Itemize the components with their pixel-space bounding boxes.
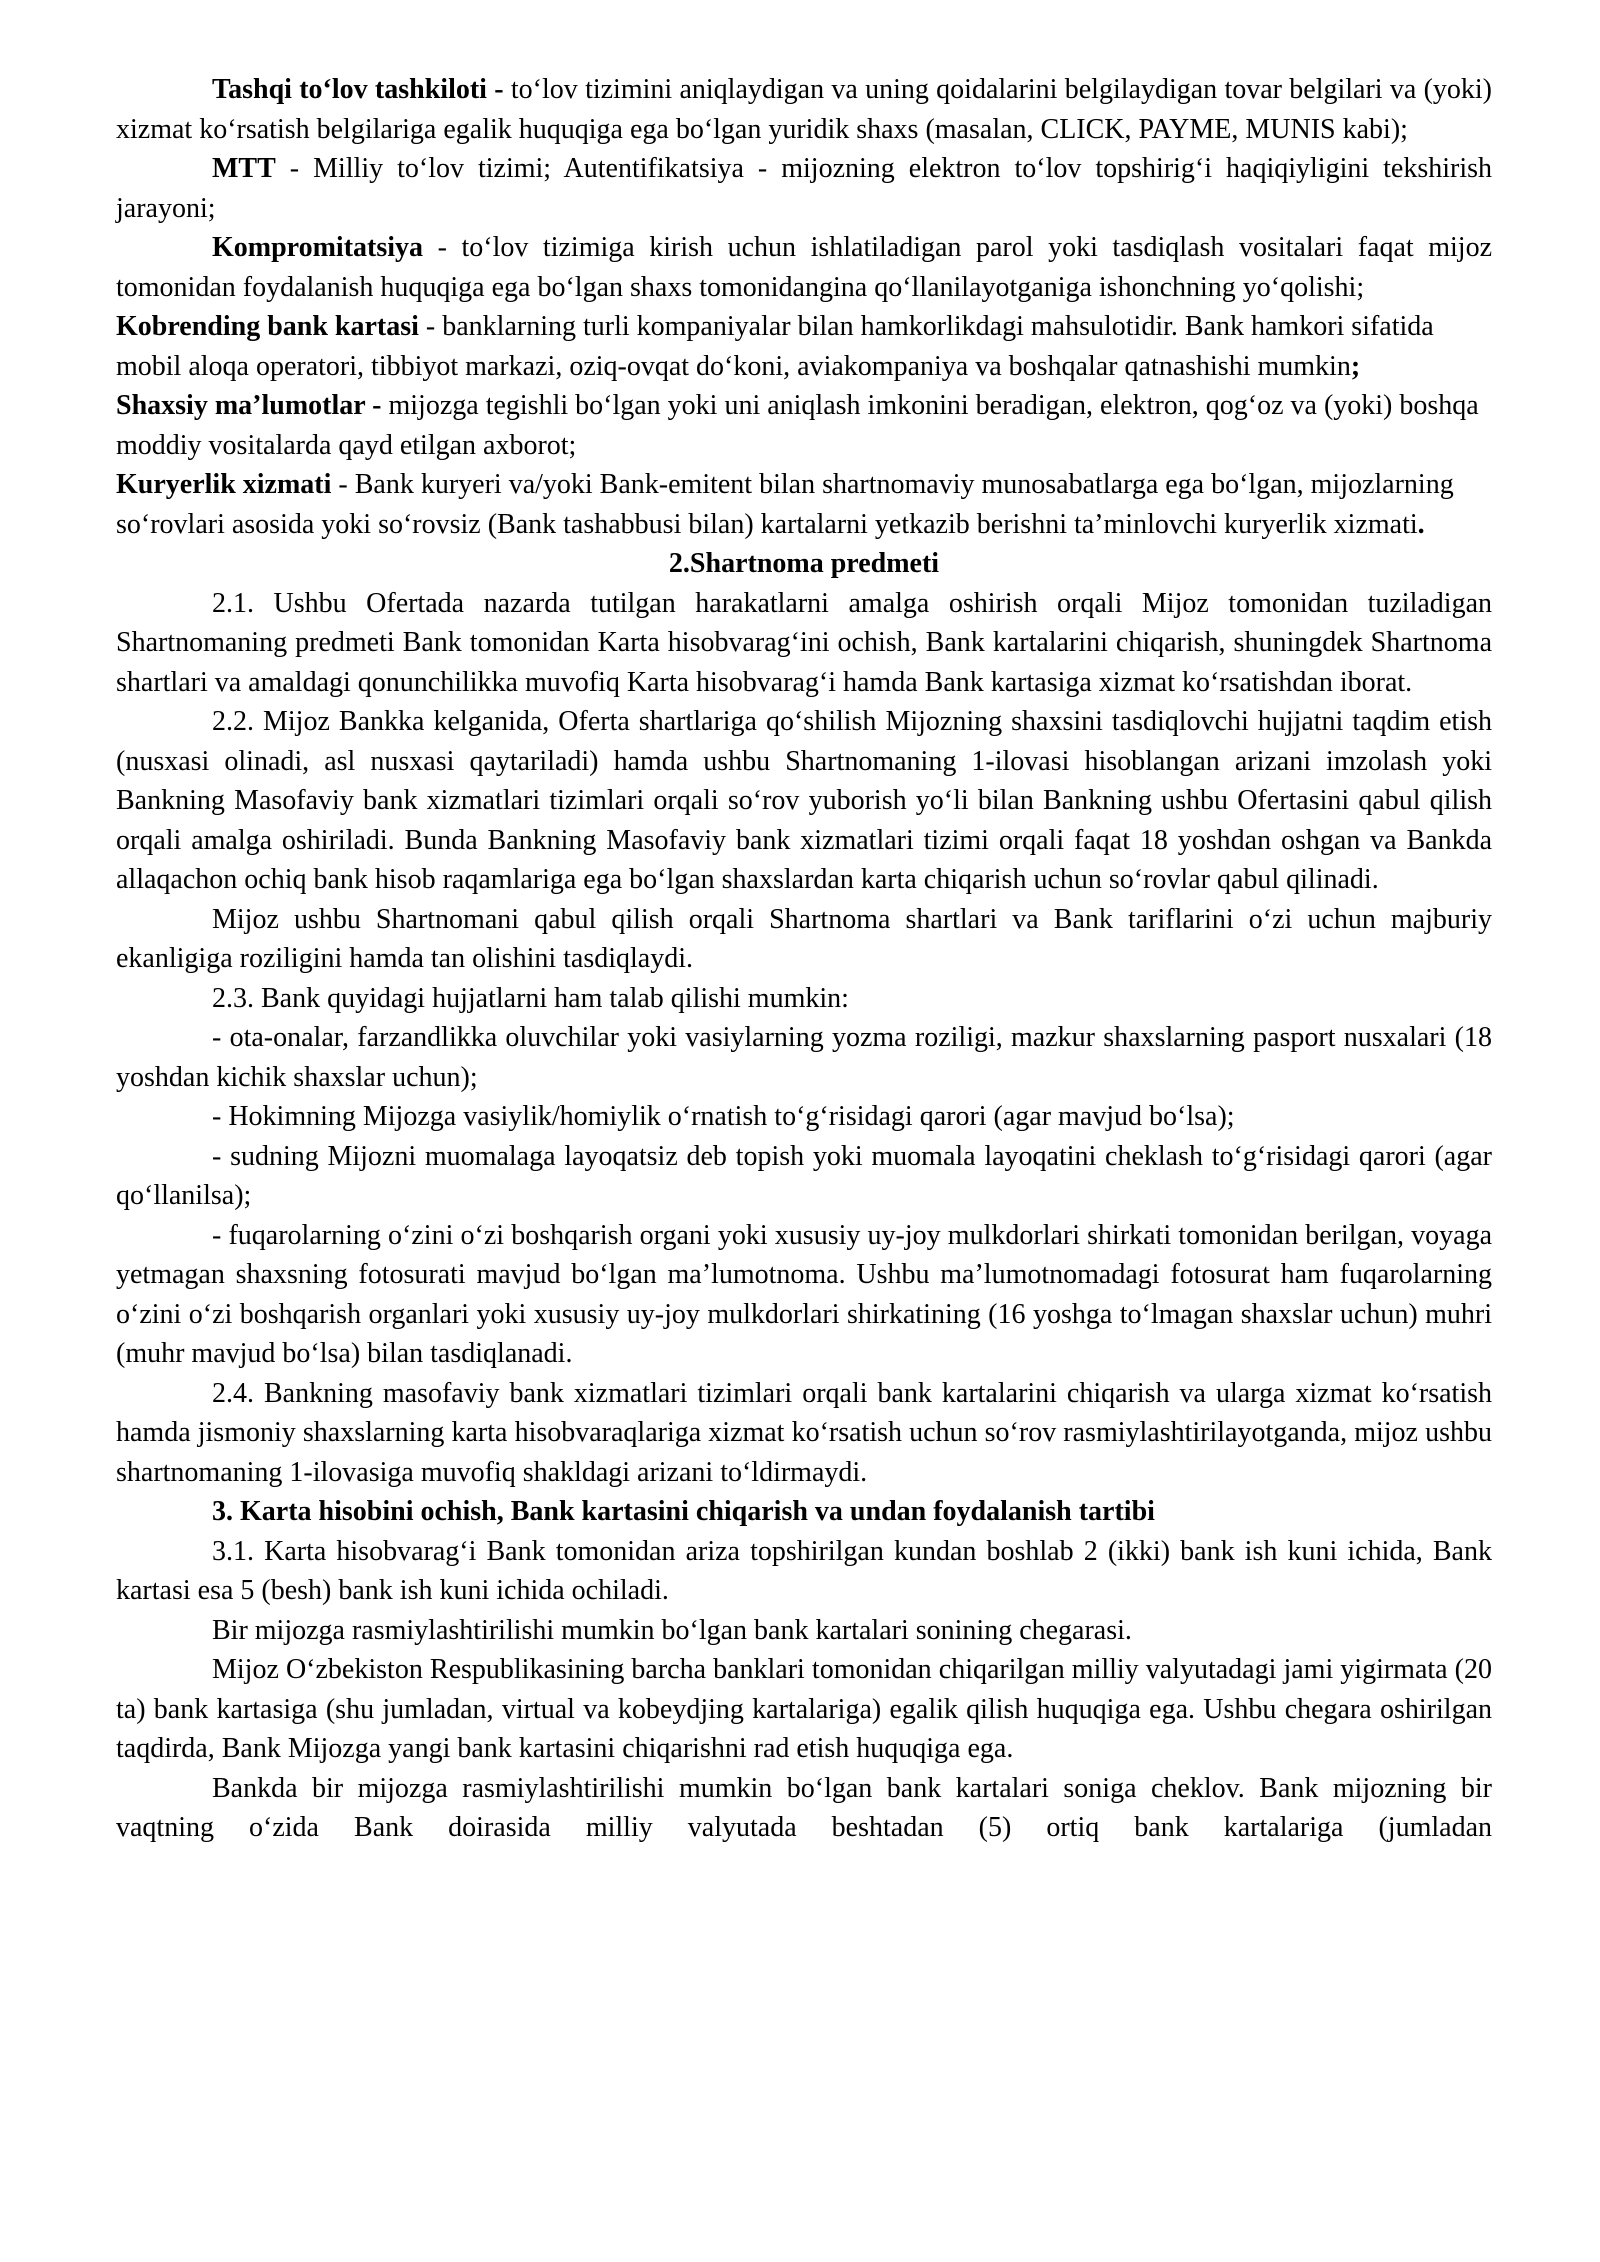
definition-term: MTT <box>212 153 276 184</box>
definition-personal-data <box>116 386 1492 465</box>
definition-text: to‘lov tizimini aniqlaydigan va uning qoidalarini belgilaydigan tovar belgilari va (yoki) xizmat ko‘rsatish belgilariga egalik huquqiga ega bo‘lgan yuridik shaxs (masalan, CLICK, PAYME, MUNIS kabi); <box>116 74 1492 145</box>
definition-text: mijozga tegishli bo‘lgan yoki uni aniqlash imkonini beradigan, elektron, qog‘oz va (yoki) boshqa moddiy vositalarda qayd etilgan axborot; <box>116 390 1479 461</box>
definition-term: Kobrending bank kartasi <box>116 311 419 342</box>
paragraph-2-4: 2.4. Bankning masofaviy bank xizmatlari tizimlari orqali bank kartalarini chiqarish va ularga xizmat ko‘rsatish hamda jismoniy shaxslarning karta hisobvaraqlariga xizmat ko‘rsatish uchun so‘rov rasmiylashtirilayotganda, mijoz ushbu shartnomaning 1-ilovasiga muvofiq shakldagi arizani to‘ldirmaydi. <box>116 1377 1492 1488</box>
list-item: - Hokimning Mijozga vasiylik/homiylik o‘rnatish to‘g‘risidagi qarori (agar mavjud bo‘lsa); <box>212 1101 1235 1132</box>
section-heading-3: 3. Karta hisobini ochish, Bank kartasini chiqarish va undan foydalanish tartibi <box>212 1496 1155 1527</box>
definition-courier-service <box>116 465 1492 544</box>
paragraph-bank-limit: Bankda bir mijozga rasmiylashtirilishi mumkin bo‘lgan bank kartalari soniga cheklov. Bank mijozning bir vaqtning o‘zida Bank doirasida milliy valyutada beshtadan (5) ortiq bank kartalariga (jumladan <box>116 1772 1492 1843</box>
definition-term: Shaxsiy ma’lumotlar - <box>116 390 382 421</box>
paragraph-2-2: 2.2. Mijoz Bankka kelganida, Oferta shartlariga qo‘shilish Mijozning shaxsini tasdiqlovchi hujjatni taqdim etish (nusxasi olinadi, asl nusxasi qaytariladi) hamda ushbu Shartnomaning 1-ilovasi hisoblangan arizani imzolash yoki Bankning Masofaviy bank xizmatlari tizimlari orqali so‘rov yuborish yo‘li bilan Bankning ushbu Ofertasini qabul qilish orqali amalga oshiriladi. Bunda Bankning Masofaviy bank xizmatlari tizimi orqali faqat 18 yoshdan oshgan va Bankda allaqachon ochiq bank hisob raqamlariga ega bo‘lgan shaxslardan karta chiqarish uchun so‘rovlar qabul qilinadi. <box>116 706 1492 895</box>
list-item: - ota-onalar, farzandlikka oluvchilar yoki vasiylarning yozma roziligi, mazkur shaxslarning pasport nusxalari (18 yoshdan kichik shaxslar uchun); <box>116 1022 1492 1093</box>
definition-text: Milliy to‘lov tizimi; Autentifikatsiya - mijozning elektron to‘lov topshirig‘i haqiqiyligini tekshirish jarayoni; <box>116 153 1492 224</box>
definition-tail: ; <box>1350 350 1361 382</box>
definition-text: to‘lov tizimiga kirish uchun ishlatiladigan parol yoki tasdiqlash vositalari faqat mijoz tomonidan foydalanish huquqiga ega bo‘lgan shaxs tomonidangina qo‘llanilayotganiga ishonchning yo‘qolishi; <box>116 232 1492 303</box>
definition-separator: - <box>331 469 355 500</box>
list-item: - fuqarolarning o‘zini o‘zi boshqarish organi yoki xususiy uy-joy mulkdorlari shirkati tomonidan berilgan, voyaga yetmagan shaxsning fotosurati mavjud bo‘lgan ma’lumotnoma. Ushbu ma’lumotnomadagi fotosurat ham fuqarolarning o‘zini o‘zi boshqarish organlari yoki xususiy uy-joy mulkdorlari shirkatining (16 yoshga to‘lmagan shaxslar uchun) muhri (muhr mavjud bo‘lsa) bilan tasdiqlanadi. <box>116 1219 1492 1369</box>
paragraph-3-1: 3.1. Karta hisobvarag‘i Bank tomonidan ariza topshirilgan kundan boshlab 2 (ikki) bank ish kuni ichida, Bank kartasi esa 5 (besh) bank ish kuni ichida ochiladi. <box>116 1535 1492 1606</box>
definition-separator <box>382 390 389 421</box>
list-item: - sudning Mijozni muomalaga layoqatsiz deb topish yoki muomala layoqatini cheklash to‘g‘risidagi qarori (agar qo‘llanilsa); <box>116 1140 1492 1211</box>
definition-cobranding-card <box>116 307 1492 386</box>
section-heading-2: 2.Shartnoma predmeti <box>668 548 940 579</box>
definition-term: Tashqi to‘lov tashkiloti <box>212 74 487 105</box>
paragraph-agreement: Mijoz ushbu Shartnomani qabul qilish orqali Shartnoma shartlari va Bank tariflarini o‘zi uchun majburiy ekanligiga roziligini hamda tan olishini tasdiqlaydi. <box>116 903 1492 974</box>
paragraph-limit: Mijoz O‘zbekiston Respublikasining barcha banklari tomonidan chiqarilgan milliy valyutadagi jami yigirmata (20 ta) bank kartasiga (shu jumladan, virtual va kobeydjing kartalariga) egalik qilish huquqiga ega. Ushbu chegara oshirilgan taqdirda, Bank Mijozga yangi bank kartasini chiqarishni rad etish huquqiga ega. <box>116 1654 1492 1764</box>
paragraph-2-1: 2.1. Ushbu Ofertada nazarda tutilgan harakatlarni amalga oshirish orqali Mijoz tomonidan tuziladigan Shartnomaning predmeti Bank tomonidan Karta hisobvarag‘ini ochish, Bank kartalarini chiqarish, shuningdek Shartnoma shartlari va amaldagi qonunchilikka muvofiq Karta hisobvarag‘i hamda Bank kartasiga xizmat ko‘rsatishdan iborat. <box>116 587 1492 698</box>
definition-text: banklarning turli kompaniyalar bilan hamkorlikdagi mahsulotidir. Bank hamkori sifatida mobil aloqa operatori, tibbiyot markazi, oziq-ovqat do‘koni, aviakompaniya va boshqalar qatnashishi mumkin <box>116 311 1434 382</box>
definition-external-payment-org <box>116 70 1492 149</box>
paragraph-limit-title: Bir mijozga rasmiylashtirilishi mumkin bo‘lgan bank kartalari sonining chegarasi. <box>212 1614 1132 1646</box>
definition-separator: - <box>423 232 462 263</box>
definition-tail: . <box>1417 508 1425 540</box>
definition-separator: - <box>486 74 511 105</box>
definition-term: Kuryerlik xizmati <box>116 469 332 500</box>
definition-compromise <box>116 228 1492 307</box>
definition-separator: - <box>275 153 314 184</box>
definition-mtt <box>116 149 1492 228</box>
definition-separator: - <box>418 311 443 342</box>
paragraph-2-3: 2.3. Bank quyidagi hujjatlarni ham talab qilishi mumkin: <box>212 982 849 1014</box>
definition-term: Kompromitatsiya <box>212 232 424 263</box>
definition-text: Bank kuryeri va/yoki Bank-emitent bilan shartnomaviy munosabatlarga ega bo‘lgan, mijozlarning so‘rovlari asosida yoki so‘rovsiz (Bank tashabbusi bilan) kartalarni yetkazib berishni ta’minlovchi kuryerlik xizmati <box>116 469 1454 540</box>
